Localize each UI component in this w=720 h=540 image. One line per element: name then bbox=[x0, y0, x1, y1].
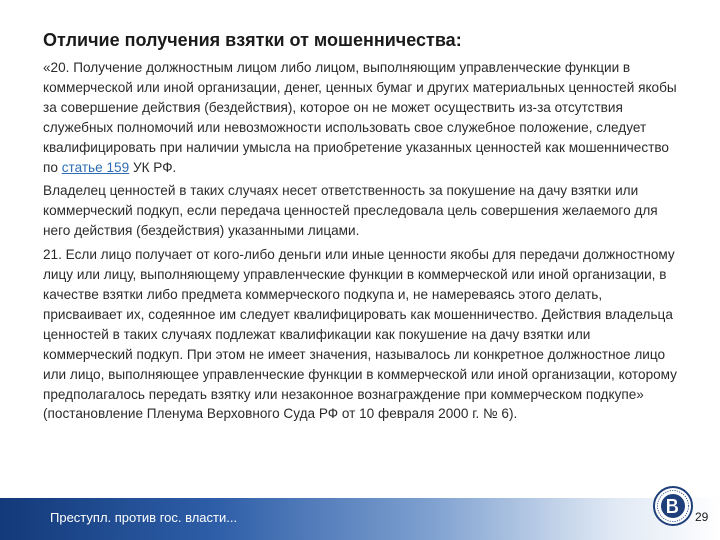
article-159-link[interactable]: статье 159 bbox=[61, 159, 130, 175]
slide-title: Отличие получения взятки от мошенничества: bbox=[43, 30, 462, 50]
paragraph-20-text: «20. Получение должностным лицом либо лицом, выполняющим управленческие функции в коммерческой или иной организации, денег, ценных бумаг и других материальных ценностей якобы за совершение действия (бездействия), которое он не может осуществить из-за отсутствия служебных полномочий или невозможности использовать свое служебное положение, следует квалифицировать при наличии умысла на приобретение указанных ценностей как мошенничество по bbox=[43, 60, 677, 175]
paragraph-20-tail: УК РФ. bbox=[129, 159, 177, 175]
paragraph-20 bbox=[43, 58, 683, 177]
slide-body bbox=[43, 58, 683, 428]
footer-caption: Преступл. против гос. власти... bbox=[50, 510, 238, 525]
paragraph-21: 21. Если лицо получает от кого-либо деньги или иные ценности якобы для передачи должностному лицу или лицу, выполняющему управленческие функции в коммерческой или иной организации, в качестве взятки либо предмета коммерческого подкупа и, не намереваясь этого делать, присваивает их, содеянное им следует квалифицировать как мошенничество. Действия владельца ценностей в таких случаях подлежат квалификации как покушение на дачу взятки или коммерческий подкуп. При этом не имеет значения, называлось ли конкретное должностное лицо или лицо, выполняющее управленческие функции в коммерческой или иной организации, которому предполагалось передать взятку или незаконное вознаграждение при коммерческом подкупе» (постановление Пленума Верховного Суда РФ от 10 февраля 2000 г. № 6). bbox=[43, 247, 677, 422]
page-number: 29 bbox=[695, 510, 709, 524]
university-emblem-icon bbox=[653, 486, 693, 526]
paragraph-owner: Владелец ценностей в таких случаях несет ответственность за покушение на дачу взятки или коммерческий подкуп, если передача ценностей преследовала цель совершения желаемого для него действия (бездействия) указанными лицами. bbox=[43, 183, 658, 239]
